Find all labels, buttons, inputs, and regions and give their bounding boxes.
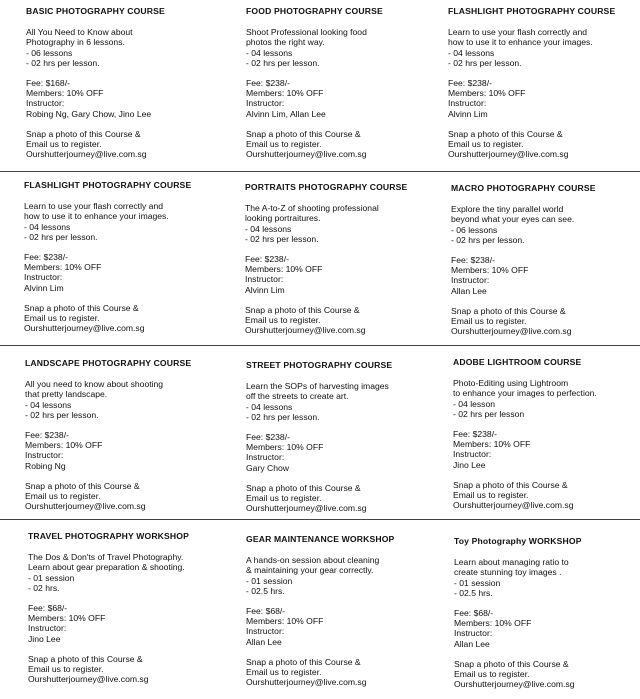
course-snap-line: Email us to register. — [28, 664, 104, 675]
course-desc-line: how to use it to enhance your images. — [448, 37, 593, 48]
course-snap-block — [454, 659, 640, 690]
course-snap-line: Email us to register. — [448, 139, 524, 150]
course-desc-block — [246, 27, 446, 68]
course-instructor: Jino Lee — [453, 459, 486, 470]
course-snap-block — [451, 306, 640, 337]
course-fee-line: Instructor: — [454, 628, 493, 639]
course-desc-line: photos the right way. — [246, 37, 325, 48]
course-snap-line: Email us to register. — [25, 491, 101, 502]
course-desc-line: Learn the SOPs of harvesting images — [246, 381, 389, 392]
course-snap-line: Snap a photo of this Course & — [28, 653, 143, 664]
register-email-link[interactable]: Ourshutterjourney@live.com.sg — [246, 149, 367, 160]
course-desc-line: - 02.5 hrs. — [454, 587, 493, 598]
course-desc-line: - 01 session — [246, 575, 293, 586]
course-desc-line: - 02 hrs per lesson. — [451, 234, 525, 245]
course-instructor: Allan Lee — [451, 285, 487, 296]
course-title: BASIC PHOTOGRAPHY COURSE — [26, 6, 165, 16]
course-desc-block — [28, 552, 228, 593]
course-card — [451, 183, 640, 346]
course-fee-line: Members: 10% OFF — [246, 616, 324, 627]
course-desc-block — [246, 555, 446, 596]
course-fee-line: Instructor: — [246, 98, 285, 109]
course-fee-line: Members: 10% OFF — [25, 440, 103, 451]
course-card — [448, 6, 640, 169]
course-desc-block — [246, 381, 446, 422]
course-desc-line: Photography in 6 lessons. — [26, 37, 125, 48]
course-snap-line: Email us to register. — [453, 490, 529, 501]
course-snap-line: Email us to register. — [454, 669, 530, 680]
register-email-link[interactable]: Ourshutterjourney@live.com.sg — [24, 323, 145, 334]
course-title: GEAR MAINTENANCE WORKSHOP — [246, 534, 395, 544]
course-desc-block — [26, 27, 226, 68]
course-snap-line: Snap a photo of this Course & — [24, 302, 139, 313]
course-card — [245, 182, 445, 345]
course-snap-block — [246, 483, 446, 514]
row-divider — [0, 171, 640, 172]
course-card — [26, 6, 226, 169]
course-desc-line: Shoot Professional looking food — [246, 27, 367, 38]
course-fee-line: Members: 10% OFF — [454, 618, 532, 629]
course-fee-line: Members: 10% OFF — [451, 265, 529, 276]
course-instructor: Alvinn Lim, Allan Lee — [246, 108, 326, 119]
course-fee-line: Instructor: — [246, 452, 285, 463]
course-snap-line: Snap a photo of this Course & — [246, 128, 361, 139]
course-desc-block — [451, 204, 640, 245]
course-desc-line: - 02 hrs per lesson. — [24, 231, 98, 242]
course-desc-line: A hands-on session about cleaning — [246, 555, 380, 566]
course-desc-line: - 01 session — [28, 572, 75, 583]
course-card — [453, 357, 640, 520]
course-desc-line: to enhance your images to perfection. — [453, 388, 597, 399]
course-card — [246, 6, 446, 169]
course-fee-block — [24, 252, 224, 293]
course-desc-line: - 04 lessons — [448, 47, 495, 58]
course-desc-line: All You Need to Know about — [26, 27, 133, 38]
course-fee-line: Members: 10% OFF — [448, 88, 526, 99]
course-desc-line: - 01 session — [454, 577, 501, 588]
course-snap-block — [26, 129, 226, 160]
course-desc-line: that pretty landscape. — [25, 389, 108, 400]
course-instructor: Alvinn Lim — [448, 108, 488, 119]
course-card — [454, 536, 640, 699]
course-fee-block — [246, 78, 446, 119]
course-fee-line: Instructor: — [26, 98, 65, 109]
course-desc-line: create stunning toy images . — [454, 567, 562, 578]
register-email-link[interactable]: Ourshutterjourney@live.com.sg — [246, 503, 367, 514]
course-desc-line: - 04 lessons — [246, 401, 293, 412]
course-desc-line: - 02.5 hrs. — [246, 585, 285, 596]
course-fee: Fee: $238/- — [24, 252, 68, 263]
course-fee: Fee: $168/- — [26, 78, 70, 89]
course-desc-line: looking portraitures. — [245, 213, 321, 224]
course-fee: Fee: $238/- — [451, 255, 495, 266]
course-desc-line: how to use it to enhance your images. — [24, 211, 169, 222]
course-fee-block — [28, 603, 228, 644]
course-desc-block — [25, 379, 225, 420]
course-desc-line: - 04 lessons — [25, 399, 72, 410]
course-fee-line: Members: 10% OFF — [245, 264, 323, 275]
course-fee: Fee: $238/- — [246, 432, 290, 443]
course-desc-line: - 04 lessons — [246, 47, 293, 58]
course-desc-line: & maintaining your gear correctly. — [246, 565, 374, 576]
course-fee-line: Instructor: — [25, 450, 64, 461]
course-fee-block — [448, 78, 640, 119]
course-card — [246, 534, 446, 697]
course-snap-line: Email us to register. — [246, 493, 322, 504]
course-desc-line: - 02 hrs per lesson. — [246, 411, 320, 422]
course-snap-line: Email us to register. — [246, 139, 322, 150]
course-desc-line: - 02 hrs per lesson. — [246, 57, 320, 68]
course-snap-block — [28, 654, 228, 685]
register-email-link[interactable]: Ourshutterjourney@live.com.sg — [245, 325, 366, 336]
course-desc-line: - 02 hrs per lesson. — [25, 409, 99, 420]
course-desc-line: Explore the tiny parallel world — [451, 204, 564, 215]
course-snap-block — [448, 129, 640, 160]
course-fee: Fee: $238/- — [453, 429, 497, 440]
course-snap-block — [24, 303, 224, 334]
course-snap-line: Email us to register. — [26, 139, 102, 150]
course-desc-block — [245, 203, 445, 244]
course-desc-line: - 02 hrs per lesson — [453, 408, 525, 419]
course-instructor: Allan Lee — [454, 638, 490, 649]
course-fee: Fee: $68/- — [28, 603, 68, 614]
course-snap-line: Email us to register. — [451, 316, 527, 327]
course-fee: Fee: $238/- — [448, 78, 492, 89]
course-fee-block — [246, 432, 446, 473]
course-desc-line: Learn to use your flash correctly and — [448, 27, 588, 38]
course-snap-line: Snap a photo of this Course & — [448, 128, 563, 139]
course-snap-block — [246, 657, 446, 688]
course-fee-line: Instructor: — [246, 626, 285, 637]
course-instructor: Jino Lee — [28, 633, 61, 644]
course-snap-line: Snap a photo of this Course & — [246, 656, 361, 667]
course-desc-block — [448, 27, 640, 68]
course-snap-block — [246, 129, 446, 160]
course-snap-block — [245, 305, 445, 336]
course-card — [246, 360, 446, 523]
course-title: FLASHLIGHT PHOTOGRAPHY COURSE — [448, 6, 616, 16]
course-desc-line: beyond what your eyes can see. — [451, 214, 575, 225]
course-card — [28, 531, 228, 694]
course-snap-line: Email us to register. — [246, 667, 322, 678]
course-desc-line: Learn about gear preparation & shooting. — [28, 562, 185, 573]
course-desc-line: The A-to-Z of shooting professional — [245, 203, 379, 214]
course-fee-block — [26, 78, 226, 119]
course-desc-line: - 04 lesson — [453, 398, 496, 409]
course-fee: Fee: $238/- — [25, 430, 69, 441]
register-email-link[interactable]: Ourshutterjourney@live.com.sg — [246, 677, 367, 688]
course-title: ADOBE LIGHTROOM COURSE — [453, 357, 582, 367]
course-snap-block — [25, 481, 225, 512]
course-instructor: Gary Chow — [246, 462, 289, 473]
course-desc-line: - 02 hrs per lesson. — [245, 233, 319, 244]
register-email-link[interactable]: Ourshutterjourney@live.com.sg — [454, 679, 575, 690]
course-title: STREET PHOTOGRAPHY COURSE — [246, 360, 393, 370]
course-fee-block — [246, 606, 446, 647]
course-instructor: Robing Ng — [25, 460, 66, 471]
course-fee: Fee: $68/- — [246, 606, 286, 617]
course-snap-line: Snap a photo of this Course & — [245, 304, 360, 315]
course-fee-block — [245, 254, 445, 295]
course-instructor: Alvinn Lim — [24, 282, 64, 293]
course-desc-line: off the streets to create art. — [246, 391, 349, 402]
course-title: LANDSCAPE PHOTOGRAPHY COURSE — [25, 358, 192, 368]
course-desc-block — [24, 201, 224, 242]
register-email-link[interactable]: Ourshutterjourney@live.com.sg — [26, 149, 147, 160]
course-desc-line: All you need to know about shooting — [25, 379, 164, 390]
course-title: Toy Photography WORKSHOP — [454, 536, 582, 546]
course-snap-block — [453, 480, 640, 511]
course-desc-line: Learn to use your flash correctly and — [24, 201, 164, 212]
course-desc-block — [453, 378, 640, 419]
register-email-link[interactable]: Ourshutterjourney@live.com.sg — [28, 674, 149, 685]
course-fee: Fee: $238/- — [246, 78, 290, 89]
course-desc-line: - 06 lessons — [26, 47, 73, 58]
course-title: MACRO PHOTOGRAPHY COURSE — [451, 183, 596, 193]
course-desc-line: - 02 hrs per lesson. — [448, 57, 522, 68]
course-snap-line: Email us to register. — [24, 313, 100, 324]
course-instructor: Alvinn Lim — [245, 284, 285, 295]
register-email-link[interactable]: Ourshutterjourney@live.com.sg — [451, 326, 572, 337]
course-desc-line: - 02 hrs per lesson. — [26, 57, 100, 68]
course-fee-line: Instructor: — [24, 272, 63, 283]
course-desc-line: Learn about managing ratio to — [454, 557, 569, 568]
course-title: TRAVEL PHOTOGRAPHY WORKSHOP — [28, 531, 189, 541]
course-fee: Fee: $238/- — [245, 254, 289, 265]
course-desc-block — [454, 557, 640, 598]
course-desc-line: - 04 lessons — [24, 221, 71, 232]
course-snap-line: Email us to register. — [245, 315, 321, 326]
course-fee-line: Instructor: — [453, 449, 492, 460]
course-fee-block — [453, 429, 640, 470]
course-desc-line: - 02 hrs. — [28, 582, 60, 593]
register-email-link[interactable]: Ourshutterjourney@live.com.sg — [453, 500, 574, 511]
course-snap-line: Snap a photo of this Course & — [454, 658, 569, 669]
course-instructor: Allan Lee — [246, 636, 282, 647]
course-fee: Fee: $68/- — [454, 608, 494, 619]
course-desc-line: - 06 lessons — [451, 224, 498, 235]
course-fee-line: Instructor: — [245, 274, 284, 285]
course-snap-line: Snap a photo of this Course & — [453, 479, 568, 490]
course-fee-line: Instructor: — [451, 275, 490, 286]
course-card — [25, 358, 225, 521]
course-fee-block — [25, 430, 225, 471]
course-card — [24, 180, 224, 343]
course-desc-line: The Dos & Don'ts of Travel Photography. — [28, 552, 184, 563]
course-fee-line: Members: 10% OFF — [246, 442, 324, 453]
register-email-link[interactable]: Ourshutterjourney@live.com.sg — [448, 149, 569, 160]
course-desc-line: Photo-Editing using Lightroom — [453, 378, 569, 389]
course-fee-line: Members: 10% OFF — [28, 613, 106, 624]
course-title: PORTRAITS PHOTOGRAPHY COURSE — [245, 182, 408, 192]
course-fee-block — [451, 255, 640, 296]
course-snap-line: Snap a photo of this Course & — [451, 305, 566, 316]
course-title: FLASHLIGHT PHOTOGRAPHY COURSE — [24, 180, 192, 190]
course-fee-line: Instructor: — [448, 98, 487, 109]
course-fee-block — [454, 608, 640, 649]
register-email-link[interactable]: Ourshutterjourney@live.com.sg — [25, 501, 146, 512]
course-fee-line: Members: 10% OFF — [24, 262, 102, 273]
course-fee-line: Members: 10% OFF — [453, 439, 531, 450]
course-fee-line: Instructor: — [28, 623, 67, 634]
course-fee-line: Members: 10% OFF — [246, 88, 324, 99]
course-snap-line: Snap a photo of this Course & — [26, 128, 141, 139]
course-title: FOOD PHOTOGRAPHY COURSE — [246, 6, 383, 16]
course-instructor: Robing Ng, Gary Chow, Jino Lee — [26, 108, 152, 119]
course-fee-line: Members: 10% OFF — [26, 88, 104, 99]
course-snap-line: Snap a photo of this Course & — [25, 480, 140, 491]
course-desc-line: - 04 lessons — [245, 223, 292, 234]
course-snap-line: Snap a photo of this Course & — [246, 482, 361, 493]
